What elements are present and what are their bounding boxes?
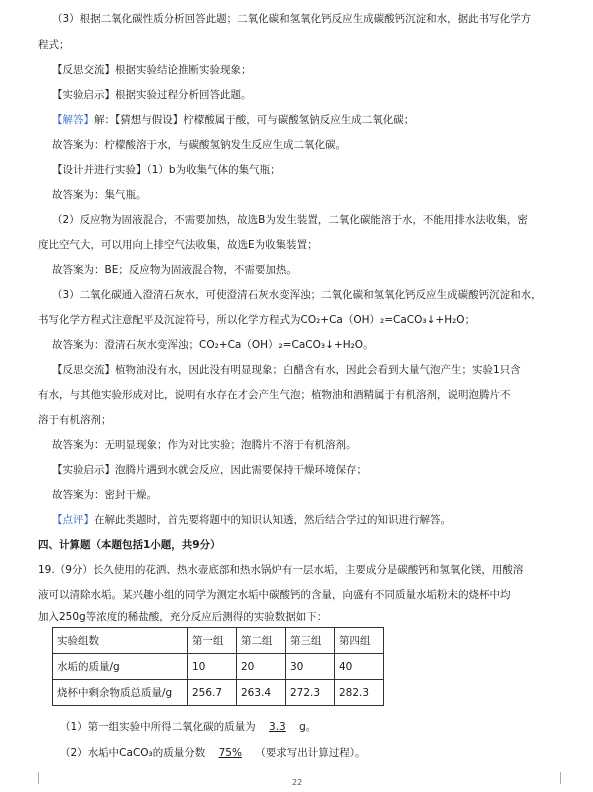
table-cell: 10 — [188, 654, 237, 680]
table-row — [53, 654, 384, 680]
table-header-row — [53, 628, 384, 654]
subquestion-1: （1）第一组实验中所得二氧化碳的质量为 3.3 g。 — [60, 721, 317, 733]
question-line: 19.（9分）长久使用的花洒、热水壶底部和热水锅炉有一层水垢，主要成分是碳酸钙和氢氧化镁，用酸溶 — [38, 564, 524, 576]
table-cell: 272.3 — [286, 680, 335, 706]
comment-line: 【点评】在解此类题时，首先要将题中的知识认知透，然后结合学过的知识进行解答。 — [52, 514, 451, 526]
page-number: 22 — [292, 778, 303, 787]
table-cell: 256.7 — [188, 680, 237, 706]
answer-line: 故答案为：无明显现象；作为对比实验；泡腾片不溶于有机溶剂。 — [52, 439, 357, 451]
table-cell: 实验组数 — [53, 628, 188, 654]
table-cell: 第四组 — [335, 628, 384, 654]
answer-line: 故答案为：BE；反应物为固液混合物，不需要加热。 — [52, 264, 297, 276]
text-line: （2）反应物为固液混合，不需要加热，故选B为发生装置，二氧化碳能溶于水，不能用排水法收集，密 — [52, 214, 528, 226]
section-heading: 四、计算题（本题包括1小题，共9分） — [38, 539, 221, 551]
solution-heading: 【解答】解：【猜想与假设】柠檬酸属于酸，可与碳酸氢钠反应生成二氧化碳； — [52, 114, 415, 126]
solution-label: 【解答】 — [52, 114, 94, 126]
text-line: 【实验启示】泡腾片遇到水就会反应，因此需要保持干燥环境保存； — [52, 464, 367, 476]
text-line: 有水，与其他实验形成对比，说明有水存在才会产生气泡；植物油和酒精属于有机溶剂，说明泡腾片不 — [38, 389, 511, 401]
table-cell: 水垢的质量/g — [53, 654, 188, 680]
text-line: （3）二氧化碳通入澄清石灰水，可使澄清石灰水变浑浊；二氧化碳和氢氧化钙反应生成碳酸钙沉淀和水， — [52, 289, 542, 301]
table-row — [53, 680, 384, 706]
answer-blank: 75% — [218, 747, 242, 759]
data-table — [52, 627, 384, 706]
table-cell: 第二组 — [237, 628, 286, 654]
answer-blank: 3.3 — [269, 721, 286, 733]
table-cell: 第三组 — [286, 628, 335, 654]
subquestion-2: （2）水垢中CaCO₃的质量分数 75% （要求写出计算过程）。 — [60, 747, 366, 759]
text-line: 书写化学方程式注意配平及沉淀符号，所以化学方程式为CO₂+Ca（OH）₂=CaCO₃↓+H₂O； — [38, 314, 476, 326]
comment-label: 【点评】 — [52, 514, 94, 526]
answer-line: 故答案为：集气瓶。 — [52, 189, 147, 201]
answer-line: 故答案为：密封干燥。 — [52, 489, 157, 501]
table-cell: 第一组 — [188, 628, 237, 654]
text-line: 【反思交流】根据实验结论推断实验现象； — [52, 64, 252, 76]
table-cell: 30 — [286, 654, 335, 680]
table-cell: 烧杯中剩余物质总质量/g — [53, 680, 188, 706]
table-cell: 20 — [237, 654, 286, 680]
table-cell: 40 — [335, 654, 384, 680]
table-cell: 282.3 — [335, 680, 384, 706]
corner-mark-bottom-right — [548, 772, 561, 784]
text-line: （3）根据二氧化碳性质分析回答此题；二氧化碳和氢氧化钙反应生成碳酸钙沉淀和水，据此书写化学方 — [52, 13, 532, 25]
question-line: 液可以清除水垢。某兴趣小组的同学为测定水垢中碳酸钙的含量，向盛有不同质量水垢粉末的烧杯中均 — [38, 589, 511, 601]
answer-line: 故答案为：澄清石灰水变浑浊；CO₂+Ca（OH）₂=CaCO₃↓+H₂O。 — [52, 339, 374, 351]
text-line: 度比空气大，可以用向上排空气法收集，故选E为收集装置； — [38, 239, 318, 251]
table-cell: 263.4 — [237, 680, 286, 706]
corner-mark-bottom-left — [38, 772, 51, 784]
text-line: 溶于有机溶剂； — [38, 414, 112, 426]
text-line: 程式； — [38, 39, 70, 51]
text-line: 【反思交流】植物油没有水，因此没有明显现象；白醋含有水，因此会看到大量气泡产生；实验1只含 — [52, 364, 521, 376]
answer-line: 故答案为：柠檬酸溶于水，与碳酸氢钠发生反应生成二氧化碳。 — [52, 139, 346, 151]
question-line: 加入250g等浓度的稀盐酸，充分反应后测得的实验数据如下： — [38, 611, 328, 623]
text-line: 【设计并进行实验】（1）b为收集气体的集气瓶； — [52, 164, 281, 176]
text-line: 【实验启示】根据实验过程分析回答此题。 — [52, 89, 252, 101]
